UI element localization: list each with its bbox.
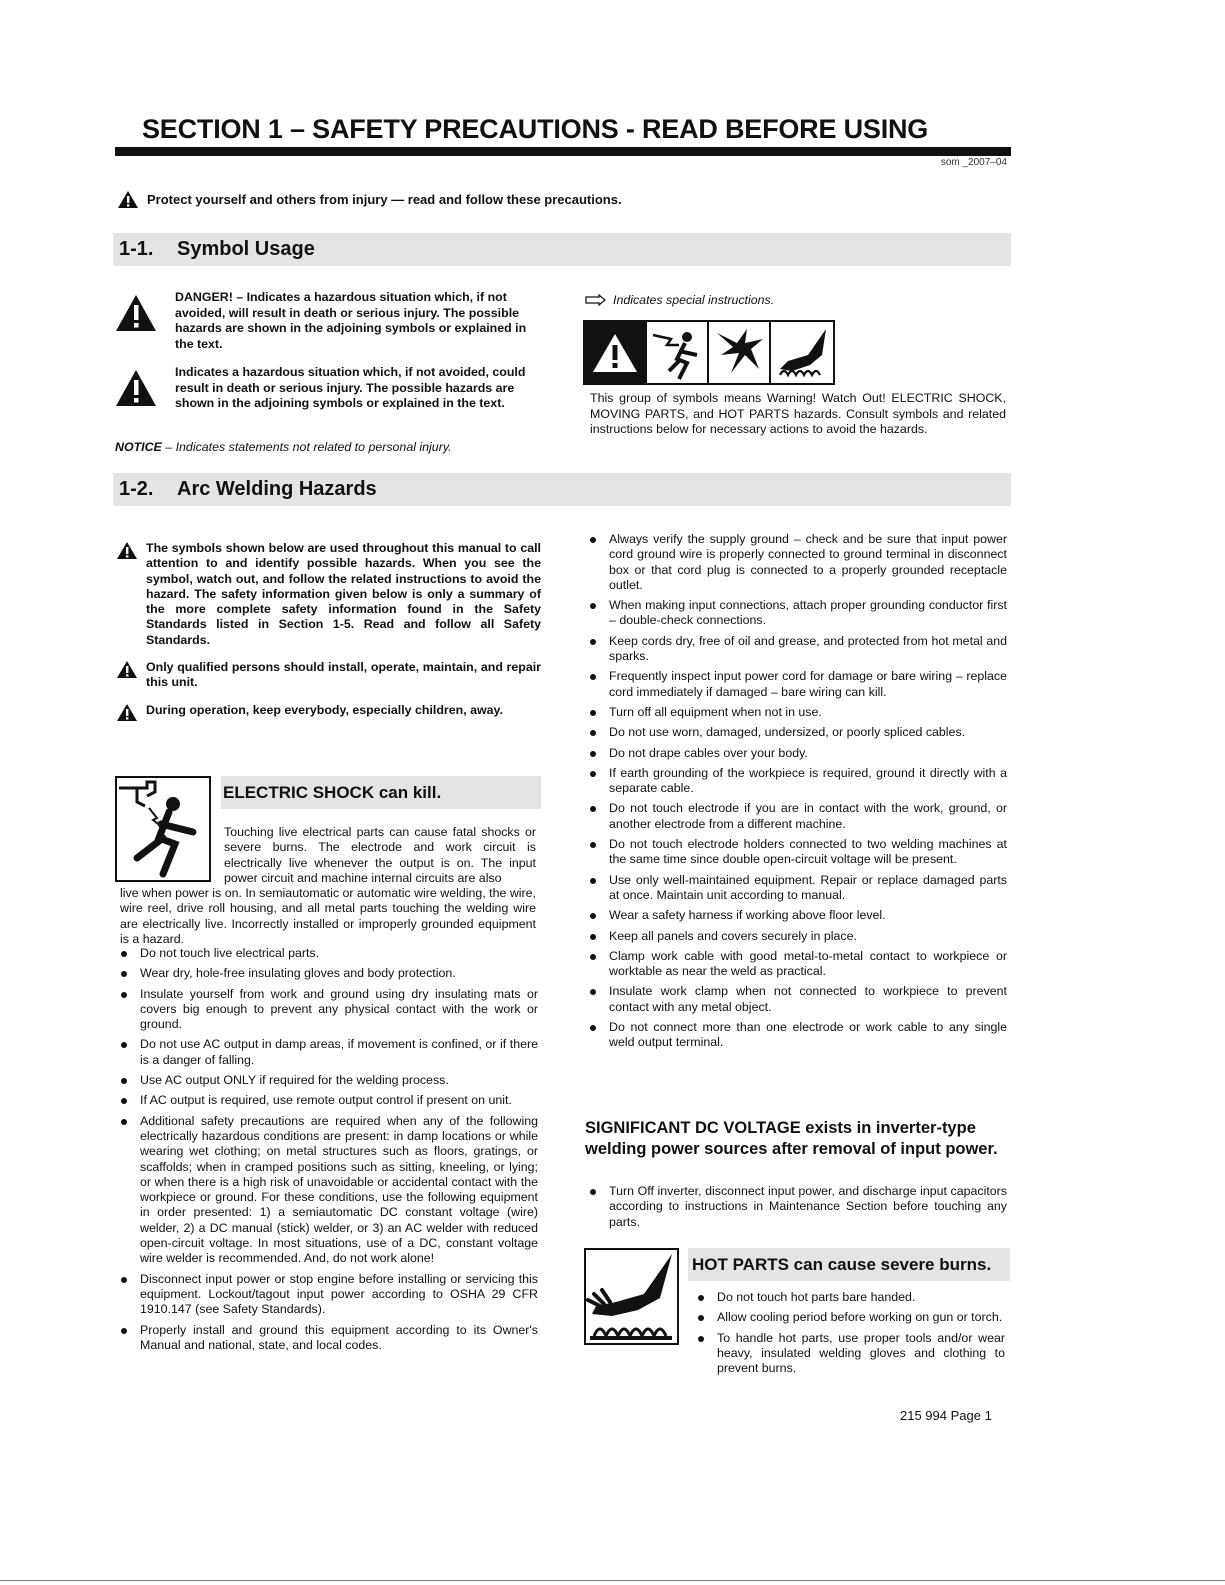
list-item: Insulate work clamp when not connected to workpiece to prevent contact with any metal object. — [585, 984, 1007, 1015]
hot-parts-heading: HOT PARTS can cause severe burns. — [688, 1248, 1010, 1281]
list-item: Use AC output ONLY if required for the welding process. — [116, 1073, 538, 1088]
notice-label: NOTICE — [115, 440, 162, 454]
special-instructions — [585, 293, 774, 307]
electric-shock-icon — [117, 778, 209, 880]
list-item: Do not use AC output in damp areas, if movement is confined, or if there is a danger of falling. — [116, 1037, 538, 1068]
list-item: Do not touch hot parts bare handed. — [693, 1290, 1005, 1305]
section-title: Symbol Usage — [177, 238, 315, 260]
document-code: som _2007–04 — [940, 157, 1007, 168]
list-item: Do not use worn, damaged, undersized, or poorly spliced cables. — [585, 725, 1007, 740]
warning-triangle-icon — [117, 190, 139, 209]
list-item: Additional safety precautions are required when any of the following electrically hazardous conditions are present: in damp locations or while wearing wet clothing; on metal structures such as floors, gratings, or scaffolds; when in cramped positions such as sitting, kneeling, or lying; or when there is a high risk of unavoidable or accidental contact with the workpiece or ground. For these conditions, use the following equipment in order presented: 1) a semiautomatic DC constant voltage (wire) welder, 2) a DC manual (stick) welder, or 3) an AC welder with reduced open-circuit voltage. In most situations, use of a DC, constant voltage wire welder is recommended. And, do not work alone! — [116, 1114, 538, 1267]
significant-dc-bullets — [585, 1184, 1007, 1235]
list-item: Do not touch electrode if you are in contact with the work, ground, or another electrode from a different machine. — [585, 801, 1007, 832]
danger-triangle-icon — [115, 294, 157, 332]
danger-block — [115, 290, 531, 352]
warning-block — [115, 365, 531, 412]
significant-dc-voltage-heading: SIGNIFICANT DC VOLTAGE exists in inverter-type welding power sources after removal of input power. — [585, 1119, 998, 1158]
list-item: Do not connect more than one electrode or work cable to any single weld output terminal. — [585, 1020, 1007, 1051]
list-item: Do not touch electrode holders connected to two welding machines at the same time since double open-circuit voltage will be present. — [585, 837, 1007, 868]
section-title: Arc Welding Hazards — [177, 478, 377, 500]
list-item: Always verify the supply ground – check and be sure that input power cord ground wire is properly connected to ground terminal in disconnect box or that cord plug is connected to a properly grounded receptacle outlet. — [585, 532, 1007, 593]
list-item: Wear a safety harness if working above floor level. — [585, 908, 1007, 923]
special-text: Indicates special instructions. — [613, 293, 775, 307]
warning-triangle-icon — [115, 369, 157, 407]
moving-parts-icon — [711, 325, 767, 381]
list-item: When making input connections, attach proper grounding conductor first – double-check connections. — [585, 598, 1007, 629]
electric-shock-paragraph-continued: live when power is on. In semiautomatic or automatic wire welding, the wire, wire reel, drive roll housing, and all metal parts touching the welding wire are electrically live. Incorrectly installed or improperly grounded equipment is a hazard. — [120, 886, 536, 946]
symbol-cell-hot-parts — [771, 322, 833, 383]
list-item: If AC output is required, use remote output control if present on unit. — [116, 1093, 538, 1108]
hot-parts-bullets — [693, 1290, 1005, 1381]
section-number: 1-1. — [119, 238, 154, 260]
hot-parts-icon — [586, 1250, 677, 1343]
warning-triangle-icon — [116, 703, 138, 722]
symbol-cell-moving-parts — [709, 322, 771, 383]
electric-shock-bullets — [116, 946, 538, 1358]
notice-text: – Indicates statements not related to personal injury. — [161, 440, 452, 454]
electric-shock-heading: ELECTRIC SHOCK can kill. — [221, 776, 541, 809]
left-column-leads — [116, 541, 541, 734]
list-item: Clamp work cable with good metal-to-metal contact to workpiece or worktable as near the weld as practical. — [585, 949, 1007, 980]
electric-shock-icon — [649, 325, 705, 381]
warning-triangle-icon — [116, 660, 138, 679]
bottom-rule — [0, 1580, 1225, 1581]
hazard-symbol-strip — [583, 320, 835, 385]
notice-line — [115, 440, 452, 454]
warning-triangle-icon — [116, 541, 138, 560]
lead-paragraph — [116, 660, 541, 691]
lead-text: Only qualified persons should install, operate, maintain, and repair this unit. — [146, 660, 541, 690]
list-item: Do not touch live electrical parts. — [116, 946, 538, 961]
list-item: Insulate yourself from work and ground using dry insulating mats or covers big enough to prevent any physical contact with the work or ground. — [116, 987, 538, 1033]
lead-paragraph — [116, 541, 541, 648]
list-item: Turn Off inverter, disconnect input power, and discharge input capacitors according to instructions in Maintenance Section before touching any parts. — [585, 1184, 1007, 1230]
lead-text: The symbols shown below are used throughout this manual to call attention to and identify possible hazards. When you see the symbol, watch out, and follow the related instructions to avoid the hazard. The safety information given below is only a summary of the more complete safety information found in the Safety Standards listed in Section 1-5. Read and follow all Safety Standards. — [146, 541, 541, 647]
intro-line — [117, 190, 622, 209]
warning-triangle-icon — [591, 332, 639, 374]
electric-shock-paragraph: Touching live electrical parts can cause fatal shocks or severe burns. The electrode and work circuit is electrically live whenever the output is on. The input power circuit and machine internal circuits are also — [224, 825, 536, 885]
list-item: Use only well-maintained equipment. Repair or replace damaged parts at once. Maintain unit according to manual. — [585, 873, 1007, 904]
section-band-arc-welding — [113, 473, 1011, 506]
danger-text: DANGER! – Indicates a hazardous situation which, if not avoided, will result in death or serious injury. The possible hazards are shown in the adjoining symbols or explained in the text. — [175, 290, 527, 351]
title-rule — [115, 147, 1011, 156]
list-item: Disconnect input power or stop engine before installing or servicing this equipment. Lockout/tagout input power according to OSHA 29 CFR 1910.147 (see Safety Standards). — [116, 1272, 538, 1318]
symbol-group-text: This group of symbols means Warning! Watch Out! ELECTRIC SHOCK, MOVING PARTS, and HOT PARTS hazards. Consult symbols and related instructions below for necessary actions to avoid the hazards. — [590, 391, 1006, 436]
list-item: Turn off all equipment when not in use. — [585, 705, 1007, 720]
page-title: SECTION 1 – SAFETY PRECAUTIONS - READ BEFORE USING — [142, 114, 929, 144]
intro-text: Protect yourself and others from injury — read and follow these precautions. — [147, 192, 622, 207]
right-column-bullets — [585, 532, 1007, 1056]
lead-text: During operation, keep everybody, especially children, away. — [146, 702, 503, 717]
list-item: Wear dry, hole-free insulating gloves and body protection. — [116, 966, 538, 981]
page-number: 215 994 Page 1 — [900, 1408, 992, 1423]
section-number: 1-2. — [119, 478, 154, 500]
hot-parts-icon — [774, 325, 830, 381]
list-item: Properly install and ground this equipment according to its Owner's Manual and national, state, and local codes. — [116, 1323, 538, 1354]
list-item: Allow cooling period before working on gun or torch. — [693, 1310, 1005, 1325]
symbol-cell-shock — [647, 322, 709, 383]
list-item: If earth grounding of the workpiece is required, ground it directly with a separate cable. — [585, 766, 1007, 797]
lead-paragraph — [116, 703, 541, 722]
electric-shock-symbol-box — [115, 776, 211, 882]
hot-parts-symbol-box — [584, 1248, 679, 1345]
list-item: Keep cords dry, free of oil and grease, and protected from hot metal and sparks. — [585, 634, 1007, 665]
list-item: Frequently inspect input power cord for damage or bare wiring – replace cord immediately if damaged – bare wiring can kill. — [585, 669, 1007, 700]
list-item: Do not drape cables over your body. — [585, 746, 1007, 761]
pointing-hand-icon — [585, 294, 607, 306]
warning-text: Indicates a hazardous situation which, if not avoided, could result in death or serious injury. The possible hazards are shown in the adjoining symbols or explained in the text. — [175, 365, 526, 410]
list-item: Keep all panels and covers securely in place. — [585, 929, 1007, 944]
list-item: To handle hot parts, use proper tools and/or wear heavy, insulated welding gloves and clothing to prevent burns. — [693, 1331, 1005, 1377]
symbol-cell-warning — [585, 322, 647, 383]
section-band-symbol-usage — [113, 233, 1011, 266]
